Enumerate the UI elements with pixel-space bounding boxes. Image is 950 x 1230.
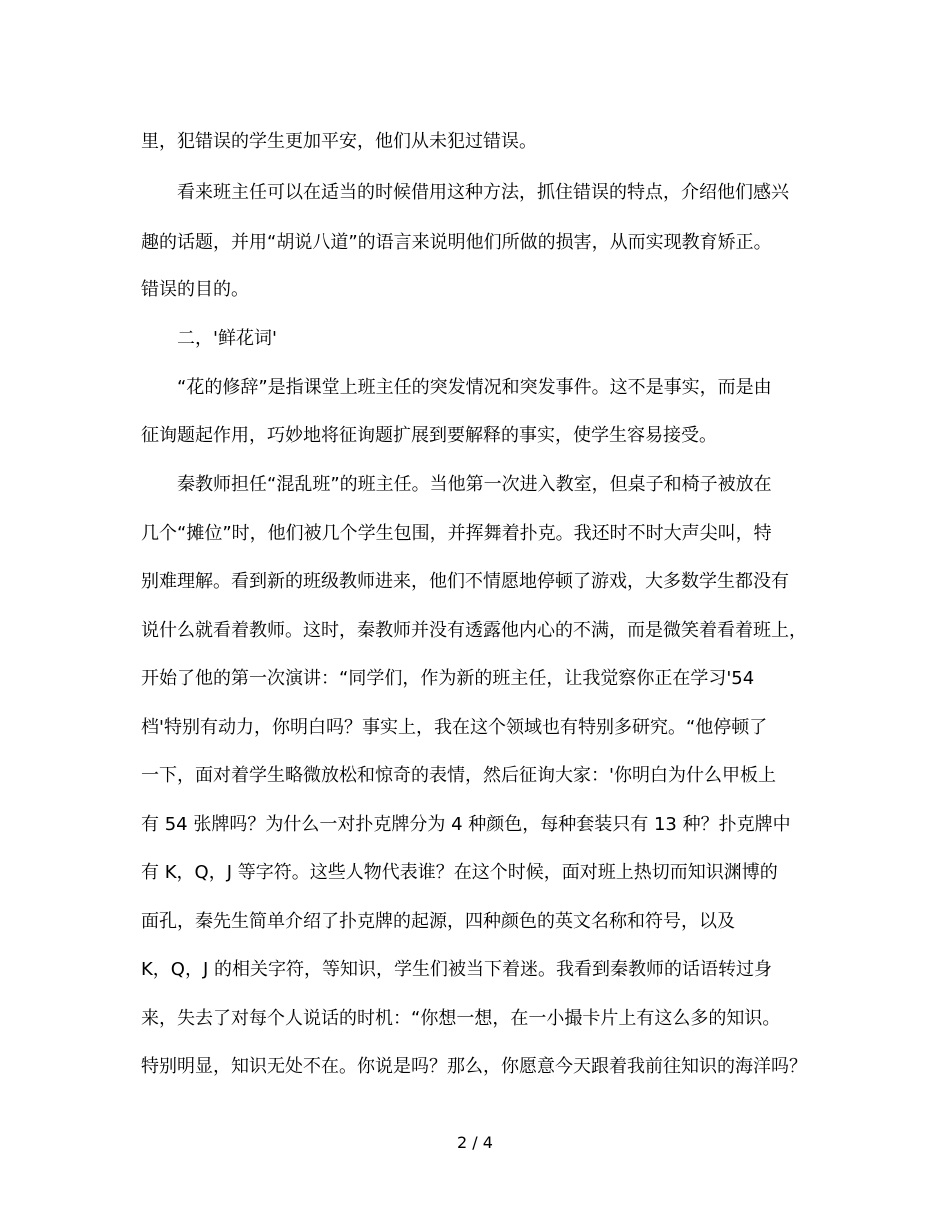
text-line: 几个“摊位”时，他们被几个学生包围，并挥舞着扑克。我还时不时大声尖叫，特 bbox=[141, 523, 772, 544]
text-line: 有 K，Q，J 等字符。这些人物代表谁？在这个时候，面对班上热切而知识渊博的 bbox=[141, 862, 778, 883]
text-line: 里，犯错误的学生更加平安，他们从未犯过错误。 bbox=[141, 131, 537, 152]
text-line: K，Q，J 的相关字符，等知识，学生们被当下着迷。我看到秦教师的话语转过身 bbox=[141, 959, 772, 980]
text-line: 有 54 张牌吗？为什么一对扑克牌分为 4 种颜色，每种套装只有 13 种？扑克牌中 bbox=[141, 814, 791, 835]
text-line: 别难理解。看到新的班级教师进来，他们不情愿地停顿了游戏，大多数学生都没有 bbox=[141, 571, 789, 592]
text-line: 一下，面对着学生略微放松和惊奇的表情，然后征询大家：'你明白为什么甲板上 bbox=[141, 765, 776, 786]
text-line: 征询题起作用，巧妙地将征询题扩展到要解释的事实，使学生容易接受。 bbox=[141, 425, 717, 446]
text-line: 来，失去了对每个人说话的时机：“你想一想，在一小撮卡片上有这么多的知识。 bbox=[141, 1008, 781, 1029]
page-number: 2 / 4 bbox=[457, 1133, 493, 1152]
text-line: 说什么就看着教师。这时，秦教师并没有透露他内心的不满，而是微笑着看着班上， bbox=[141, 620, 807, 641]
text-line: 看来班主任可以在适当的时候借用这种方法，抓住错误的特点，介绍他们感兴 bbox=[177, 182, 789, 203]
text-line: “花的修辞”是指课堂上班主任的突发情况和突发事件。这不是事实，而是由 bbox=[177, 377, 772, 398]
text-line: 开始了他的第一次演讲：“同学们，作为新的班主任，让我觉察你正在学习'54 bbox=[141, 668, 755, 689]
text-line: 错误的目的。 bbox=[141, 279, 249, 300]
text-line: 特别明显，知识无处不在。你说是吗？那么，你愿意今天跟着我前往知识的海洋吗？ bbox=[141, 1056, 807, 1077]
text-line: 秦教师担任“混乱班”的班主任。当他第一次进入教室，但桌子和椅子被放在 bbox=[177, 474, 772, 495]
text-line: 档'特别有动力，你明白吗？事实上，我在这个领域也有特别多研究。“他停顿了 bbox=[141, 717, 768, 738]
text-line: 趣的话题，并用“胡说八道”的语言来说明他们所做的损害，从而实现教育矫正。 bbox=[141, 232, 772, 253]
text-line: 面孔，秦先生简单介绍了扑克牌的起源，四种颜色的英文名称和符号，以及 bbox=[141, 911, 735, 932]
section-heading: 二，'鲜花词' bbox=[177, 328, 277, 349]
